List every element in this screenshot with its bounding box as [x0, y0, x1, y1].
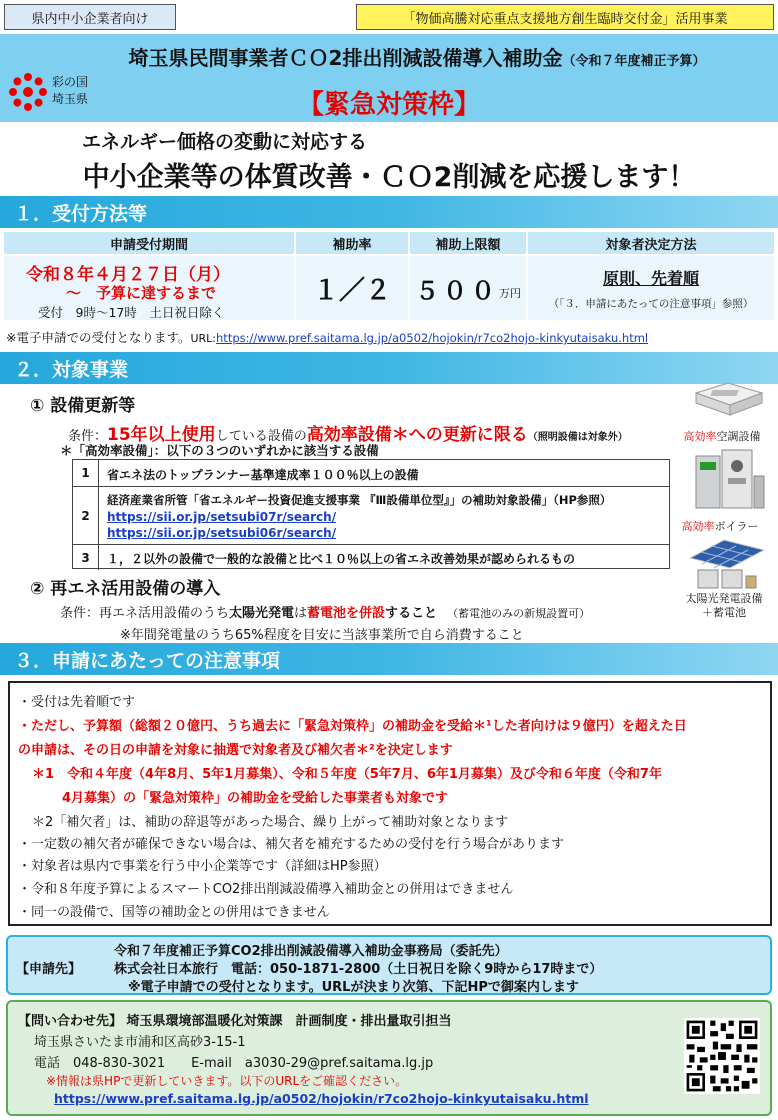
section-1-header [0, 196, 778, 228]
cell-decision [528, 256, 774, 320]
url-line [6, 328, 648, 346]
boiler-icon [690, 446, 770, 514]
logo-text [52, 74, 88, 108]
pic2-rest: ボイラー [714, 520, 759, 533]
efficient-criteria-table [72, 459, 670, 569]
pic2-red: 高効率 [681, 520, 715, 533]
pic3-line-2: ＋蓄電池 [702, 606, 746, 619]
emergency-label: 【緊急対策枠】 [297, 90, 480, 120]
solar-caption [674, 592, 774, 620]
air-conditioner-caption [672, 428, 772, 444]
notice-line: ＊1 令和４年度（4年8月、5年1月募集）、令和５年度（5年7月、6年1月募集）及び令和６年度（令和7年 [32, 767, 662, 782]
contact-address: 埼玉県さいたま市浦和区高砂3-15-1 [34, 1035, 246, 1050]
office-label: 【申請先】 [16, 962, 82, 977]
table-row [73, 545, 669, 570]
url-prefix: ※電子申請での受付となります。 [6, 330, 191, 345]
item-2-note: ※年間発電量のうち65%程度を目安に当該事業所で自ら消費すること [120, 628, 524, 643]
header-decision: 対象者決定方法 [528, 232, 774, 254]
title-text: 埼玉県民間事業者ＣＯ2排出削減設備導入補助金 [128, 46, 563, 70]
contact-info [6, 1000, 772, 1116]
contact-note: ※情報は県HPで更新していきます。以下のURLをご確認ください。 [46, 1074, 408, 1088]
section-3-title: ３．申請にあたっての注意事項 [14, 649, 281, 672]
section-1-title: １．受付方法等 [14, 202, 148, 225]
application-table [4, 232, 774, 320]
lead-line-2: 中小企業等の体質改善・ＣＯ2削減を応援します！ [82, 162, 696, 193]
cond2-prefix: 条件：再エネ活用設備のうち [60, 606, 230, 621]
boiler-caption [670, 518, 770, 534]
notice-line: ・受付は先着順です [18, 695, 136, 710]
sii-link-06r[interactable]: https://sii.or.jp/setsubi06r/search/ [107, 526, 337, 540]
funding-tag-text: 「物価高騰対応重点支援地方創生臨時交付金」活用事業 [402, 11, 728, 27]
notice-box [8, 681, 772, 926]
item-2-title: ② 再エネ活用設備の導入 [30, 579, 221, 599]
cond-small: （照明設備は対象外） [527, 432, 628, 443]
item-2-condition [60, 602, 590, 621]
cond-years: 15年以上使用 [107, 425, 216, 445]
decision-note: （「３．申請にあたっての注意事項」参照） [548, 298, 754, 310]
office-line-3: ※電子申請での受付となります。URLが決まり次第、下記HPで御案内します [128, 980, 579, 995]
section-2-title: ２．対象事業 [14, 358, 129, 381]
notice-line: ・対象者は県内で事業を行う中小企業等です（詳細はHP参照） [18, 859, 387, 874]
cond-efficient: 高効率設備＊への更新に限る [306, 425, 528, 445]
office-line-1: 令和７年度補正予算CO2排出削減設備導入補助金事務局（委託先） [114, 944, 508, 959]
title-subtext: （令和７年度補正予算） [562, 54, 706, 69]
cell-limit [410, 256, 526, 320]
table-row [73, 460, 669, 487]
saitama-emblem-icon [8, 72, 48, 112]
air-conditioner-icon [688, 381, 768, 421]
header-limit: 補助上限額 [410, 232, 526, 254]
cond2-solar: 太陽光発電 [229, 606, 295, 621]
cell-period [4, 256, 294, 320]
solar-panel-icon [684, 536, 772, 590]
logo-line-1: 彩の国 [52, 75, 89, 89]
notice-line: ・ただし、予算額（総額２０億円、うち過去に「緊急対策枠」の補助金を受給＊¹した者向けは９億円）を超えた日 [18, 719, 687, 734]
rate-value: １／２ [312, 275, 391, 306]
qr-code-icon[interactable] [684, 1018, 760, 1094]
item-1-title: ① 設備更新等 [30, 396, 136, 416]
period-hours: 受付 9時～17時 土日祝日除く [38, 305, 225, 320]
period-end: ～ 予算に達するまで [66, 284, 217, 302]
header-period: 申請受付期間 [4, 232, 294, 254]
cond2-paren: （蓄電池のみの新規設置可） [447, 607, 591, 620]
period-start: 令和８年４月２７日（月） [26, 265, 230, 285]
funding-tag [356, 4, 774, 30]
row-text: １，２以外の設備で一般的な設備と比べ１０％以上の省エネ改善効果が認められるもの [107, 552, 576, 566]
contact-line-1: 【問い合わせ先】 埼玉県環境部温暖化対策課 計画制度・排出量取引担当 [18, 1014, 452, 1029]
row-number: 3 [73, 545, 99, 570]
row-text: 経済産業省所管「省エネルギー投資促進支援事業 『Ⅲ設備単位型』」の補助対象設備」（HP参照） [107, 493, 612, 507]
cond2-battery: 蓄電池を併設 [307, 606, 386, 621]
notice-line: ＊2「補欠者」は、補助の辞退等があった場合、繰り上がって補助対象となります [32, 815, 509, 830]
target-tag-text: 県内中小企業者向け [31, 11, 149, 27]
application-office [6, 935, 772, 995]
target-tag [4, 4, 176, 30]
row-text: 省エネ法のトップランナー基準達成率１００％以上の設備 [107, 468, 419, 482]
section-3-header [0, 643, 778, 675]
pic1-rest: 空調設備 [716, 430, 761, 443]
logo-line-2: 埼玉県 [52, 92, 89, 106]
efficient-note: ＊「高効率設備」：以下の３つのいずれかに該当する設備 [60, 443, 379, 458]
url-label: URL: [190, 332, 217, 345]
lead-line-1: エネルギー価格の変動に対応する [82, 131, 368, 153]
contact-phone-email: 電話 048-830-3021 E-mail a3030-29@pref.saitama.lg.jp [34, 1056, 434, 1071]
notice-line: の申請は、その日の申請を対象に抽選で対象者及び補欠者＊²を決定します [18, 743, 453, 758]
row-number: 1 [73, 460, 99, 486]
row-number: 2 [73, 487, 99, 544]
prefecture-logo [8, 70, 108, 114]
table-row [73, 487, 669, 545]
limit-unit: 万円 [499, 287, 521, 300]
decision-value: 原則、先着順 [602, 269, 699, 288]
sii-link-07r[interactable]: https://sii.or.jp/setsubi07r/search/ [107, 510, 337, 524]
cond-prefix: 条件： [68, 429, 108, 444]
application-url-link[interactable]: https://www.pref.saitama.lg.jp/a0502/hojokin/r7co2hojo-kinkyutaisaku.html [216, 331, 649, 345]
cond2-mid: は [294, 606, 308, 621]
cond2-suffix: すること [385, 606, 438, 621]
contact-url-link[interactable]: https://www.pref.saitama.lg.jp/a0502/hojokin/r7co2hojo-kinkyutaisaku.html [54, 1091, 589, 1106]
office-line-2: 株式会社日本旅行 電話：050-1871-2800（土日祝日を除く9時から17時まで） [114, 962, 603, 977]
header-rate: 補助率 [296, 232, 408, 254]
cell-rate [296, 256, 408, 320]
notice-line: ・一定数の補欠者が確保できない場合は、補欠者を補充するための受付を行う場合があります [18, 837, 565, 852]
notice-line: ・令和８年度予算によるスマートCO2排出削減設備導入補助金との併用はできません [18, 882, 514, 897]
limit-value: ５００ [415, 276, 499, 305]
notice-line: ・同一の設備で、国等の補助金との併用はできません [18, 905, 330, 920]
pic3-line-1: 太陽光発電設備 [685, 592, 763, 605]
pic1-red: 高効率 [683, 430, 717, 443]
cond-mid: している設備の [215, 429, 307, 444]
notice-line: 4月募集）の「緊急対策枠」の補助金を受給した事業者も対象です [62, 791, 449, 806]
section-2-header [0, 352, 778, 384]
page-title [62, 42, 772, 71]
